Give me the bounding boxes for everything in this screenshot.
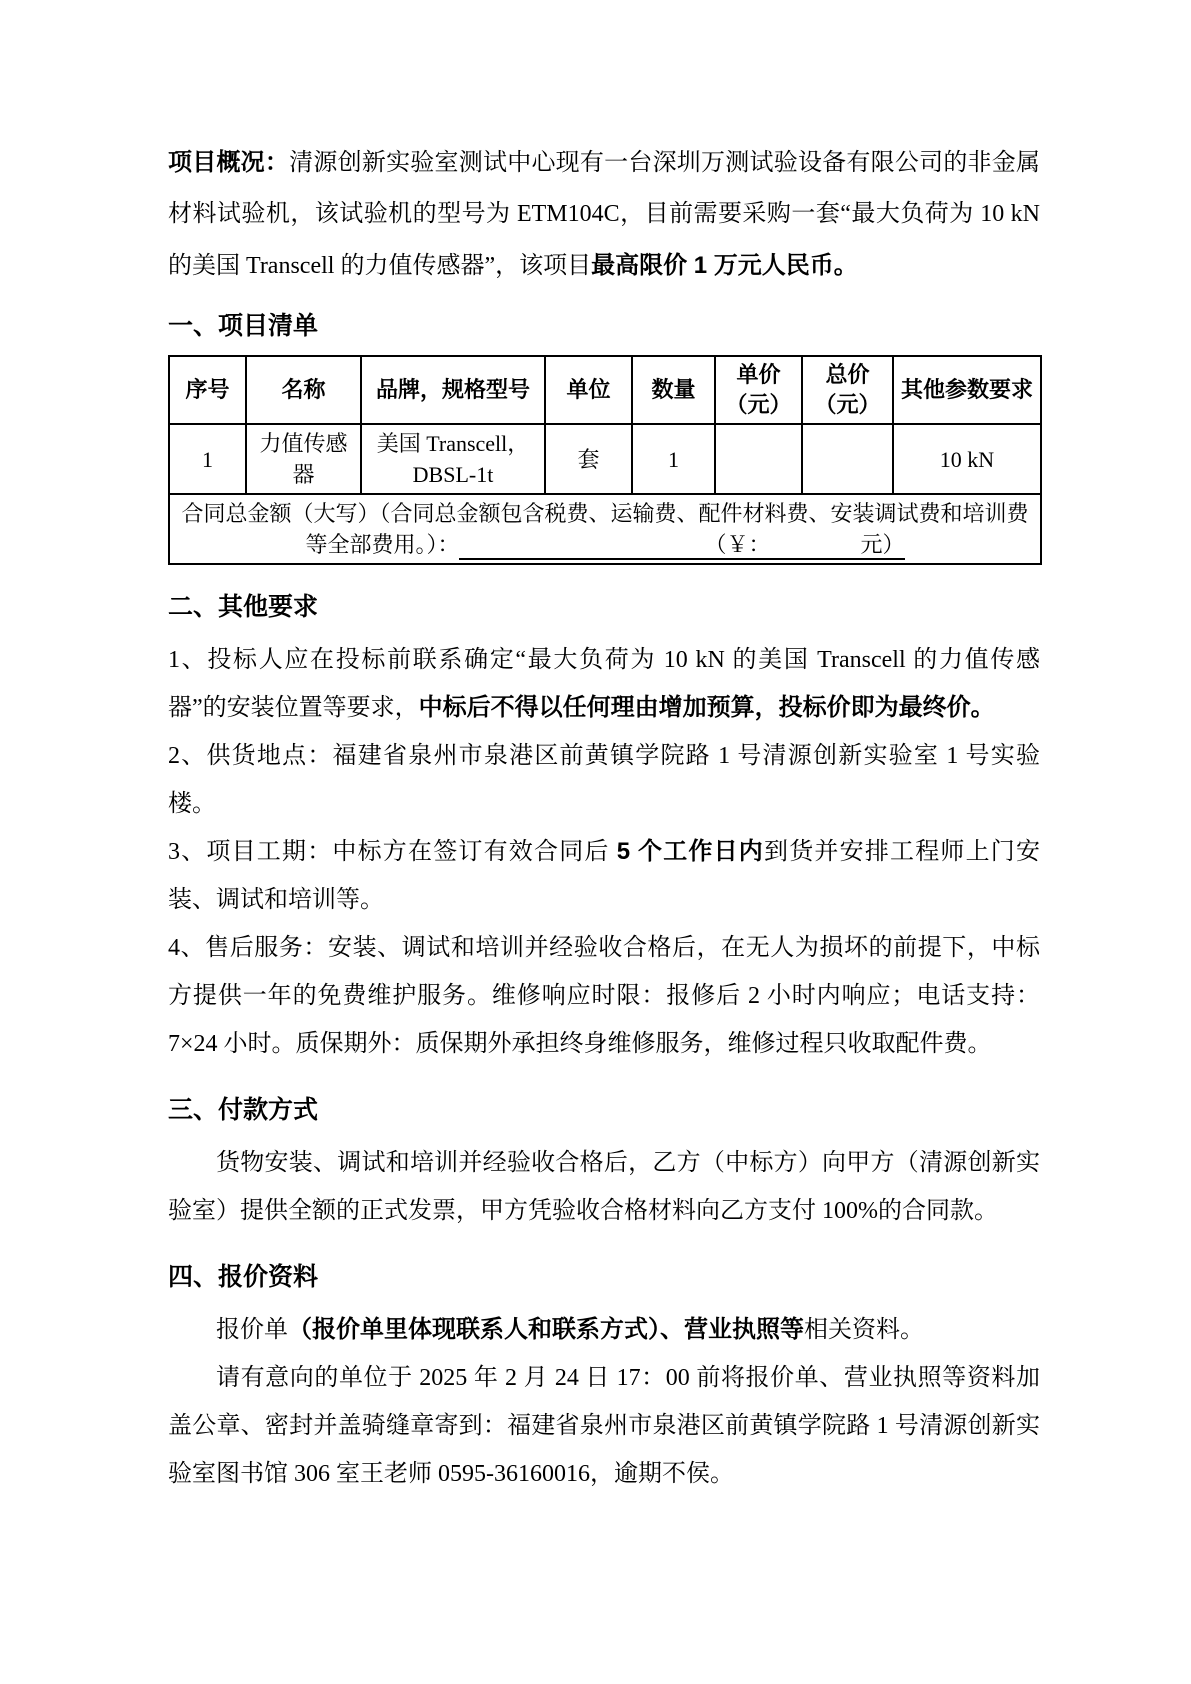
- no-budget-increase-text: 中标后不得以任何理由增加预算，投标价即为最终价。: [418, 694, 995, 721]
- cell-unit-price: [715, 424, 802, 494]
- section-2-heading: 二、其他要求: [168, 593, 319, 621]
- requirement-item-4-text: 4、售后服务：安装、调试和培训并经验收合格后，在无人为损坏的前提下，中标方提供一年的免费维护服务。维修响应时限：报修后 2 小时内响应；电话支持：7×24 小时。质保期外：质保期外承担终身维修服务，维修过程只收取配件费。: [168, 935, 1040, 1057]
- col-header-quantity: 数量: [632, 356, 715, 424]
- payment-method-text: 货物安装、调试和培训并经验收合格后，乙方（中标方）向甲方（清源创新实验室）提供全额的正式发票，甲方凭验收合格材料向乙方支付 100%的合同款。: [168, 1150, 1040, 1224]
- quotation-materials-text-b: 相关资料。: [804, 1317, 924, 1343]
- cell-total-price: [802, 424, 893, 494]
- project-overview-text: 清源创新实验室测试中心现有一台深圳万测试验设备有限公司的非金属材料试验机，该试验机的型号为 ETM104C，目前需要采购一套“最大负荷为 10 kN 的美国 Transcell 的力值传感器”，该项目: [168, 150, 1041, 279]
- cell-quantity: 1: [632, 424, 715, 494]
- quotation-materials-text-a: 报价单: [216, 1317, 288, 1343]
- requirement-item-3-text-a: 3、项目工期：中标方在签订有效合同后: [168, 839, 617, 865]
- requirement-item-4: [168, 924, 1040, 1068]
- table-row: [169, 424, 1041, 494]
- amount-yuan-suffix: 元）: [860, 532, 905, 557]
- cell-other-params: 10 kN: [893, 424, 1041, 494]
- col-header-total-price: 总价（元）: [802, 356, 893, 424]
- col-header-seq-no: 序号: [169, 356, 246, 424]
- col-header-brand-model: 品牌，规格型号: [361, 356, 545, 424]
- section-1-heading: 一、项目清单: [168, 312, 319, 340]
- price-cap-text: 最高限价 1 万元人民币。: [591, 252, 858, 279]
- contract-total-cell: [169, 494, 1041, 564]
- quotation-materials-paragraph: [168, 1306, 1040, 1354]
- requirement-item-2-text: 2、供货地点：福建省泉州市泉港区前黄镇学院路 1 号清源创新实验室 1 号实验楼。: [168, 743, 1040, 817]
- col-header-unit-price: 单价（元）: [715, 356, 802, 424]
- table-header-row: [169, 356, 1041, 424]
- cell-seq-no: 1: [169, 424, 246, 494]
- section-3-heading: 三、付款方式: [168, 1096, 319, 1124]
- project-overview-label: 项目概况：: [168, 149, 290, 176]
- requirement-item-1: [168, 636, 1040, 732]
- quotation-contact-bold-text: （报价单里体现联系人和联系方式）、营业执照等: [288, 1316, 804, 1343]
- col-header-unit: 单位: [545, 356, 632, 424]
- project-overview-paragraph: [168, 137, 1040, 292]
- contract-total-label: 合同总金额（大写）（合同总金额包含税费、运输费、配件材料费、安装调试费和培训费等全部费用。）：: [181, 501, 1029, 557]
- delivery-days-text: 5 个工作日内: [616, 838, 765, 865]
- cell-name: 力值传感器: [246, 424, 361, 494]
- submission-instructions-paragraph: [168, 1354, 1040, 1498]
- section-4-heading: 四、报价资料: [168, 1263, 319, 1291]
- cell-unit: 套: [545, 424, 632, 494]
- table-footer-row: [169, 494, 1041, 564]
- amount-yen-prefix: （￥：: [704, 532, 771, 557]
- amount-fill-in-line: [459, 532, 904, 560]
- project-list-table: [168, 355, 1042, 565]
- requirement-item-3-text-b: 到货并安排工程师上门安装、调试和培训等。: [168, 839, 1041, 913]
- requirement-item-3: [168, 828, 1040, 924]
- col-header-name: 名称: [246, 356, 361, 424]
- payment-method-paragraph: [168, 1139, 1040, 1235]
- col-header-other-params: 其他参数要求: [893, 356, 1041, 424]
- cell-brand-model: 美国 Transcell，DBSL-1t: [361, 424, 545, 494]
- requirement-item-1-text: 1、投标人应在投标前联系确定“最大负荷为 10 kN 的美国 Transcell 的力值传感器”的安装位置等要求，: [168, 647, 1040, 721]
- requirement-item-2: [168, 732, 1040, 828]
- submission-instructions-text: 请有意向的单位于 2025 年 2 月 24 日 17：00 前将报价单、营业执照等资料加盖公章、密封并盖骑缝章寄到：福建省泉州市泉港区前黄镇学院路 1 号清源创新实验室图书馆 306 室王老师 0595-36160016，逾期不侯。: [168, 1365, 1040, 1487]
